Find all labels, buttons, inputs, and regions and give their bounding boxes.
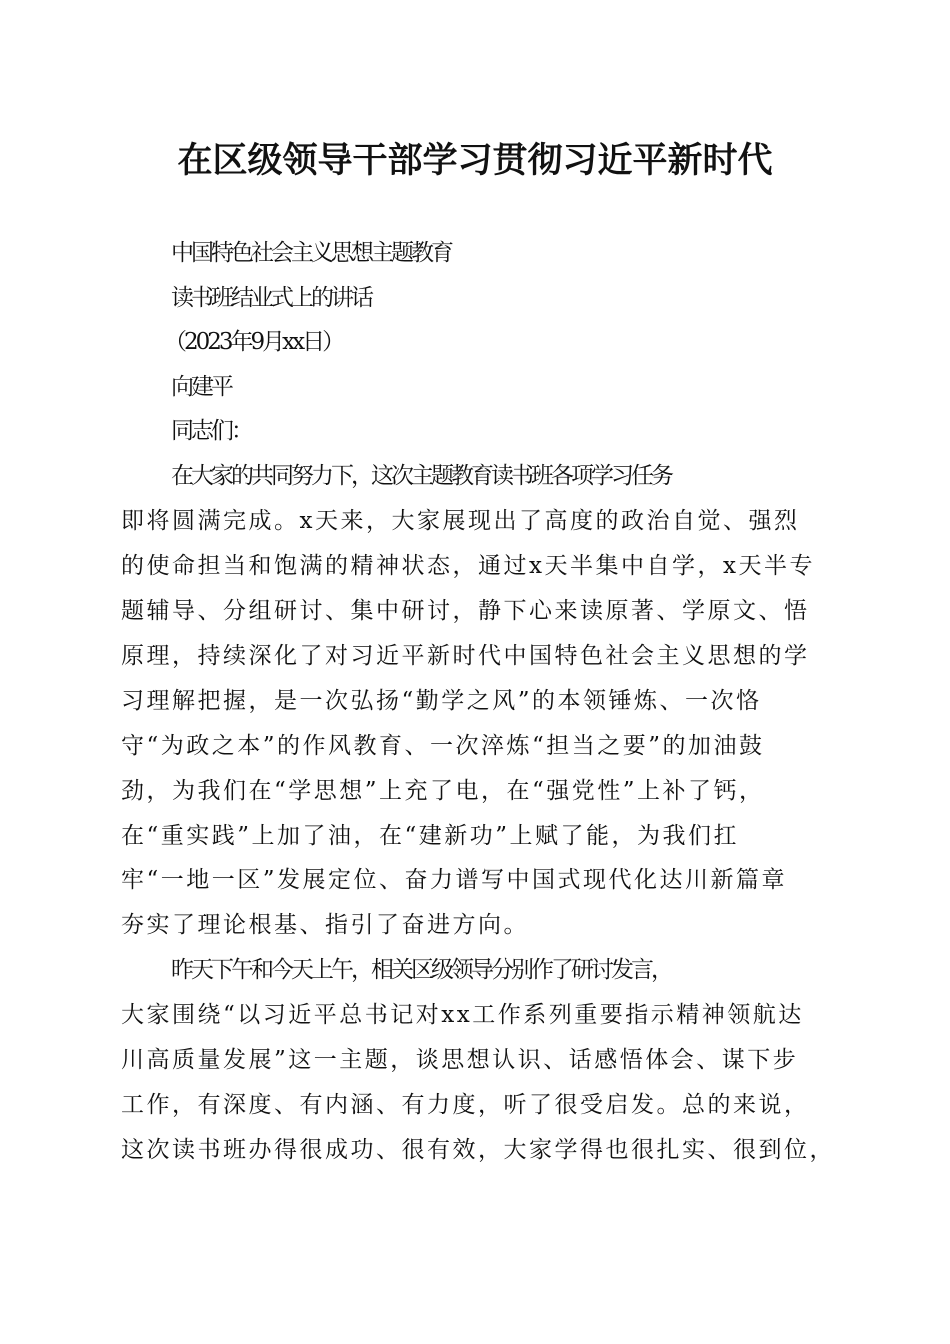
paragraph-line: 劲，为我们在“学思想”上充了电，在“强党性”上补了钙， (121, 778, 765, 804)
paragraph-line: 即将圆满完成。x天来，大家展现出了高度的政治自觉、强烈 (121, 508, 800, 534)
paragraph-line: 守“为政之本”的作风教育、一次淬炼“担当之要”的加油鼓 (121, 733, 765, 759)
speaker-name: 向建平 (171, 374, 231, 400)
paragraph-line: 的使命担当和饱满的精神状态，通过x天半集中自学，x天半专 (121, 553, 815, 579)
paragraph-line: 大家围绕“以习近平总书记对xx工作系列重要指示精神领航达 (121, 1002, 804, 1028)
paragraph-line: 夯实了理论根基、指引了奋进方向。 (121, 912, 529, 938)
document-title: 在区级领导干部学习贯彻习近平新时代 (177, 140, 773, 181)
paragraph-line: 原理，持续深化了对习近平新时代中国特色社会主义思想的学 (121, 643, 810, 669)
paragraph-line: 题辅导、分组研讨、集中研讨，静下心来读原著、学原文、悟 (121, 598, 810, 624)
paragraph-line: 牢“一地一区”发展定位、奋力谱写中国式现代化达川新篇章 (121, 867, 788, 893)
paragraph-line: 川高质量发展”这一主题，谈思想认识、话感悟体会、谋下步 (121, 1047, 799, 1073)
paragraph-line: 昨天下午和今天上午，相关区级领导分别作了研讨发言， (171, 957, 671, 983)
paragraph-line: 习理解把握，是一次弘扬“勤学之风”的本领锤炼、一次恪 (121, 688, 762, 714)
subtitle-line-2: 读书班结业式上的讲话 (171, 285, 371, 311)
paragraph-line: 工作，有深度、有内涵、有力度，听了很受启发。总的来说， (121, 1092, 810, 1118)
speech-date: （2023年9月xx日） (164, 329, 343, 355)
paragraph-line: 这次读书班办得很成功、很有效，大家学得也很扎实、很到位， (121, 1137, 835, 1163)
paragraph-line: 在大家的共同努力下，这次主题教育读书班各项学习任务 (171, 463, 671, 489)
subtitle-line-1: 中国特色社会主义思想主题教育 (171, 240, 451, 266)
salutation: 同志们： (171, 418, 251, 444)
paragraph-line: 在“重实践”上加了油，在“建新功”上赋了能，为我们扛 (121, 823, 740, 849)
